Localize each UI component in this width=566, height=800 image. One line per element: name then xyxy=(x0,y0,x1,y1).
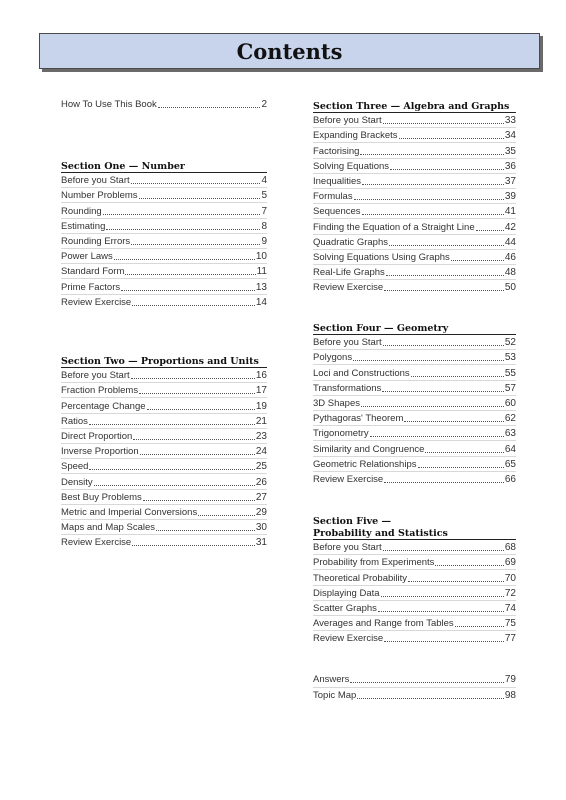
toc-entry-page: 62 xyxy=(504,413,516,425)
toc-entry xyxy=(313,630,516,645)
toc-entry-page: 11 xyxy=(256,266,267,278)
toc-entry xyxy=(313,539,516,554)
toc-entry xyxy=(313,158,516,173)
toc-entry xyxy=(313,142,516,157)
dot-leader xyxy=(132,305,255,306)
toc-entry-title: Inverse Proportion xyxy=(61,446,139,458)
dot-leader xyxy=(131,378,255,379)
toc-entry-page: 16 xyxy=(255,370,267,382)
dot-leader xyxy=(411,376,504,377)
toc-entry-title: Inequalities xyxy=(313,175,362,187)
toc-entry-page: 2 xyxy=(261,99,267,111)
section-heading: Section Five — xyxy=(313,516,391,527)
toc-entry-title: Pythagoras' Theorem xyxy=(313,413,404,425)
toc-entry xyxy=(313,203,516,218)
toc-entry-page: 65 xyxy=(504,458,516,470)
dot-leader xyxy=(131,244,260,245)
right-column xyxy=(313,0,516,800)
dot-leader xyxy=(156,530,255,531)
toc-entry xyxy=(313,349,516,364)
toc-entry xyxy=(61,202,267,217)
toc-entry xyxy=(61,278,267,293)
dot-leader xyxy=(382,391,504,392)
toc-entry-title: Speed xyxy=(61,461,89,473)
toc-entry xyxy=(313,279,516,294)
toc-entry-page: 98 xyxy=(504,690,516,702)
dot-leader xyxy=(198,515,255,516)
toc-entry-page: 8 xyxy=(261,220,267,232)
toc-entry-page: 31 xyxy=(255,537,267,549)
dot-leader xyxy=(451,260,504,261)
dot-leader xyxy=(89,469,254,470)
page-title: Contents xyxy=(236,38,343,64)
toc-entry-title: Before you Start xyxy=(313,542,382,554)
dot-leader xyxy=(383,550,504,551)
toc-entry-title: Solving Equations xyxy=(313,160,390,172)
dot-leader xyxy=(125,274,255,275)
toc-entry xyxy=(313,264,516,279)
dot-leader xyxy=(158,107,261,108)
toc-entry-title: Review Exercise xyxy=(313,473,384,485)
dot-leader xyxy=(140,454,255,455)
toc-entry xyxy=(313,569,516,584)
dot-leader xyxy=(362,184,504,185)
toc-entry-page: 35 xyxy=(504,145,516,157)
dot-leader xyxy=(386,275,504,276)
toc-entry-title: How To Use This Book xyxy=(61,99,157,111)
toc-entry xyxy=(313,600,516,615)
dot-leader xyxy=(94,485,255,486)
toc-entry-page: 37 xyxy=(504,175,516,187)
dot-leader xyxy=(384,290,504,291)
toc-entry-title: Answers xyxy=(313,674,350,686)
toc-entry xyxy=(61,218,267,233)
toc-entry xyxy=(61,443,267,458)
dot-leader xyxy=(381,596,504,597)
toc-entry-page: 57 xyxy=(504,382,516,394)
toc-entry xyxy=(313,425,516,440)
toc-entry-page: 79 xyxy=(504,674,516,686)
dot-leader xyxy=(476,230,504,231)
toc-entry xyxy=(313,671,516,686)
toc-entry-title: Standard Form xyxy=(61,266,125,278)
toc-entry-title: Review Exercise xyxy=(61,537,132,549)
toc-entry-title: Rounding Errors xyxy=(61,235,131,247)
dot-leader xyxy=(404,421,504,422)
dot-leader xyxy=(89,424,255,425)
toc-entry-page: 14 xyxy=(255,296,267,308)
toc-entry-title: Theoretical Probability xyxy=(313,572,407,584)
toc-entry-page: 24 xyxy=(255,446,267,458)
toc-entry-page: 5 xyxy=(261,190,267,202)
toc-entry-title: Finding the Equation of a Straight Line xyxy=(313,221,475,233)
section-heading: Probability and Statistics xyxy=(313,528,448,539)
toc-entry-page: 4 xyxy=(261,175,267,187)
toc-entry-title: Real-Life Graphs xyxy=(313,267,385,279)
toc-entry-title: Density xyxy=(61,476,93,488)
dot-leader xyxy=(147,409,255,410)
toc-entry xyxy=(313,687,516,702)
toc-entry-page: 41 xyxy=(504,206,516,218)
toc-entry-title: Number Problems xyxy=(61,190,138,202)
toc-entry-title: Metric and Imperial Conversions xyxy=(61,506,198,518)
toc-entry-title: Solving Equations Using Graphs xyxy=(313,251,450,263)
toc-entry-title: Ratios xyxy=(61,415,88,427)
dot-leader xyxy=(418,467,504,468)
toc-entry xyxy=(61,489,267,504)
toc-entry-title: Loci and Constructions xyxy=(313,367,410,379)
toc-entry-title: Best Buy Problems xyxy=(61,491,142,503)
toc-entry xyxy=(313,173,516,188)
toc-entry-title: Geometric Relationships xyxy=(313,458,417,470)
dot-leader xyxy=(408,581,504,582)
toc-entry xyxy=(313,585,516,600)
toc-entry-page: 64 xyxy=(504,443,516,455)
dot-leader xyxy=(383,123,504,124)
toc-entry-title: Probability from Experiments xyxy=(313,557,435,569)
toc-entry-page: 19 xyxy=(255,400,267,412)
toc-entry xyxy=(313,112,516,127)
dot-leader xyxy=(106,229,260,230)
toc-entry-title: Scatter Graphs xyxy=(313,602,377,614)
toc-entry xyxy=(61,367,267,382)
toc-entry-page: 7 xyxy=(261,205,267,217)
toc-entry-title: Displaying Data xyxy=(313,587,380,599)
toc-entry-page: 68 xyxy=(504,542,516,554)
toc-entry xyxy=(61,96,267,111)
toc-entry-title: Before you Start xyxy=(313,337,382,349)
toc-entry-page: 33 xyxy=(504,115,516,127)
dot-leader xyxy=(133,439,255,440)
toc-entry-page: 9 xyxy=(261,235,267,247)
toc-entry-page: 27 xyxy=(255,491,267,503)
dot-leader xyxy=(354,199,504,200)
toc-entry xyxy=(313,410,516,425)
toc-entry-title: Maps and Map Scales xyxy=(61,522,155,534)
toc-entry-title: Prime Factors xyxy=(61,281,121,293)
toc-entry-title: Topic Map xyxy=(313,690,357,702)
toc-entry-page: 72 xyxy=(504,587,516,599)
toc-entry xyxy=(61,519,267,534)
toc-entry-title: Power Laws xyxy=(61,251,113,263)
toc-entry-page: 70 xyxy=(504,572,516,584)
dot-leader xyxy=(357,698,504,699)
toc-entry xyxy=(61,473,267,488)
toc-entry-page: 66 xyxy=(504,473,516,485)
toc-entry-title: Similarity and Congruence xyxy=(313,443,425,455)
toc-entry-page: 55 xyxy=(504,367,516,379)
dot-leader xyxy=(103,214,261,215)
toc-entry-title: Before you Start xyxy=(61,175,130,187)
dot-leader xyxy=(384,482,504,483)
dot-leader xyxy=(370,436,504,437)
toc-entry-title: Rounding xyxy=(61,205,102,217)
toc-entry-title: Factorising xyxy=(313,145,360,157)
dot-leader xyxy=(384,641,504,642)
dot-leader xyxy=(143,500,255,501)
dot-leader xyxy=(131,183,261,184)
toc-entry-title: Review Exercise xyxy=(313,282,384,294)
toc-entry-title: Review Exercise xyxy=(61,296,132,308)
toc-entry-page: 29 xyxy=(255,506,267,518)
toc-entry-page: 25 xyxy=(255,461,267,473)
dot-leader xyxy=(455,626,504,627)
toc-entry-page: 60 xyxy=(504,397,516,409)
section-heading: Section One — Number xyxy=(61,161,185,172)
toc-entry xyxy=(61,233,267,248)
dot-leader xyxy=(361,406,504,407)
dot-leader xyxy=(353,360,504,361)
toc-entry xyxy=(313,380,516,395)
toc-entry xyxy=(61,504,267,519)
section-heading: Section Four — Geometry xyxy=(313,323,449,334)
toc-entry xyxy=(313,440,516,455)
toc-entry xyxy=(61,534,267,549)
dot-leader xyxy=(425,452,503,453)
toc-entry-page: 36 xyxy=(504,160,516,172)
section-heading: Section Three — Algebra and Graphs xyxy=(313,101,510,112)
toc-entry xyxy=(61,397,267,412)
dot-leader xyxy=(139,393,255,394)
toc-entry xyxy=(313,554,516,569)
dot-leader xyxy=(132,545,255,546)
dot-leader xyxy=(389,245,504,246)
toc-entry xyxy=(313,234,516,249)
toc-entry xyxy=(61,458,267,473)
toc-entry-title: Fraction Problems xyxy=(61,385,139,397)
toc-entry-title: Expanding Brackets xyxy=(313,130,398,142)
dot-leader xyxy=(114,259,255,260)
dot-leader xyxy=(121,290,255,291)
toc-entry xyxy=(313,218,516,233)
dot-leader xyxy=(383,345,504,346)
toc-entry-page: 63 xyxy=(504,428,516,440)
toc-entry-page: 74 xyxy=(504,602,516,614)
toc-entry xyxy=(61,382,267,397)
toc-entry-page: 44 xyxy=(504,236,516,248)
toc-entry-page: 53 xyxy=(504,352,516,364)
toc-entry xyxy=(61,263,267,278)
toc-entry-page: 26 xyxy=(255,476,267,488)
toc-entry xyxy=(313,249,516,264)
toc-entry xyxy=(61,248,267,263)
dot-leader xyxy=(390,169,504,170)
toc-entry-title: Before you Start xyxy=(313,115,382,127)
toc-entry-page: 10 xyxy=(255,251,267,263)
toc-entry-title: Review Exercise xyxy=(313,633,384,645)
toc-entry-page: 77 xyxy=(504,633,516,645)
left-column xyxy=(61,0,267,800)
section-heading: Section Two — Proportions and Units xyxy=(61,356,259,367)
dot-leader xyxy=(378,611,504,612)
toc-entry xyxy=(61,294,267,309)
toc-entry xyxy=(61,187,267,202)
toc-entry-title: Trigonometry xyxy=(313,428,369,440)
toc-entry-page: 42 xyxy=(504,221,516,233)
toc-entry-page: 46 xyxy=(504,251,516,263)
toc-entry xyxy=(313,615,516,630)
toc-entry-page: 23 xyxy=(255,430,267,442)
dot-leader xyxy=(362,214,504,215)
toc-entry-page: 50 xyxy=(504,282,516,294)
toc-entry-page: 13 xyxy=(255,281,267,293)
toc-entry-title: Before you Start xyxy=(61,370,130,382)
toc-entry xyxy=(61,172,267,187)
dot-leader xyxy=(360,154,503,155)
toc-entry-page: 69 xyxy=(504,557,516,569)
toc-entry xyxy=(313,188,516,203)
toc-entry-page: 48 xyxy=(504,267,516,279)
toc-entry xyxy=(313,456,516,471)
dot-leader xyxy=(350,682,503,683)
dot-leader xyxy=(139,198,261,199)
toc-entry-title: Quadratic Graphs xyxy=(313,236,388,248)
toc-entry-page: 34 xyxy=(504,130,516,142)
toc-entry xyxy=(313,471,516,486)
toc-entry-title: Transformations xyxy=(313,382,382,394)
toc-entry-page: 52 xyxy=(504,337,516,349)
toc-entry-page: 30 xyxy=(255,522,267,534)
toc-entry-page: 75 xyxy=(504,618,516,630)
toc-entry-title: Polygons xyxy=(313,352,353,364)
toc-entry-page: 17 xyxy=(255,385,267,397)
toc-entry xyxy=(313,127,516,142)
toc-entry xyxy=(61,428,267,443)
toc-entry-title: 3D Shapes xyxy=(313,397,361,409)
toc-entry-title: Averages and Range from Tables xyxy=(313,618,454,630)
toc-entry-title: Percentage Change xyxy=(61,400,146,412)
dot-leader xyxy=(435,565,503,566)
toc-entry-title: Estimating xyxy=(61,220,106,232)
toc-entry xyxy=(313,364,516,379)
toc-entry xyxy=(313,395,516,410)
toc-entry-title: Sequences xyxy=(313,206,361,218)
toc-entry-title: Formulas xyxy=(313,191,353,203)
toc-entry xyxy=(61,413,267,428)
dot-leader xyxy=(399,138,504,139)
toc-entry-page: 39 xyxy=(504,191,516,203)
toc-entry xyxy=(313,334,516,349)
toc-entry-page: 21 xyxy=(255,415,267,427)
toc-entry-title: Direct Proportion xyxy=(61,430,133,442)
